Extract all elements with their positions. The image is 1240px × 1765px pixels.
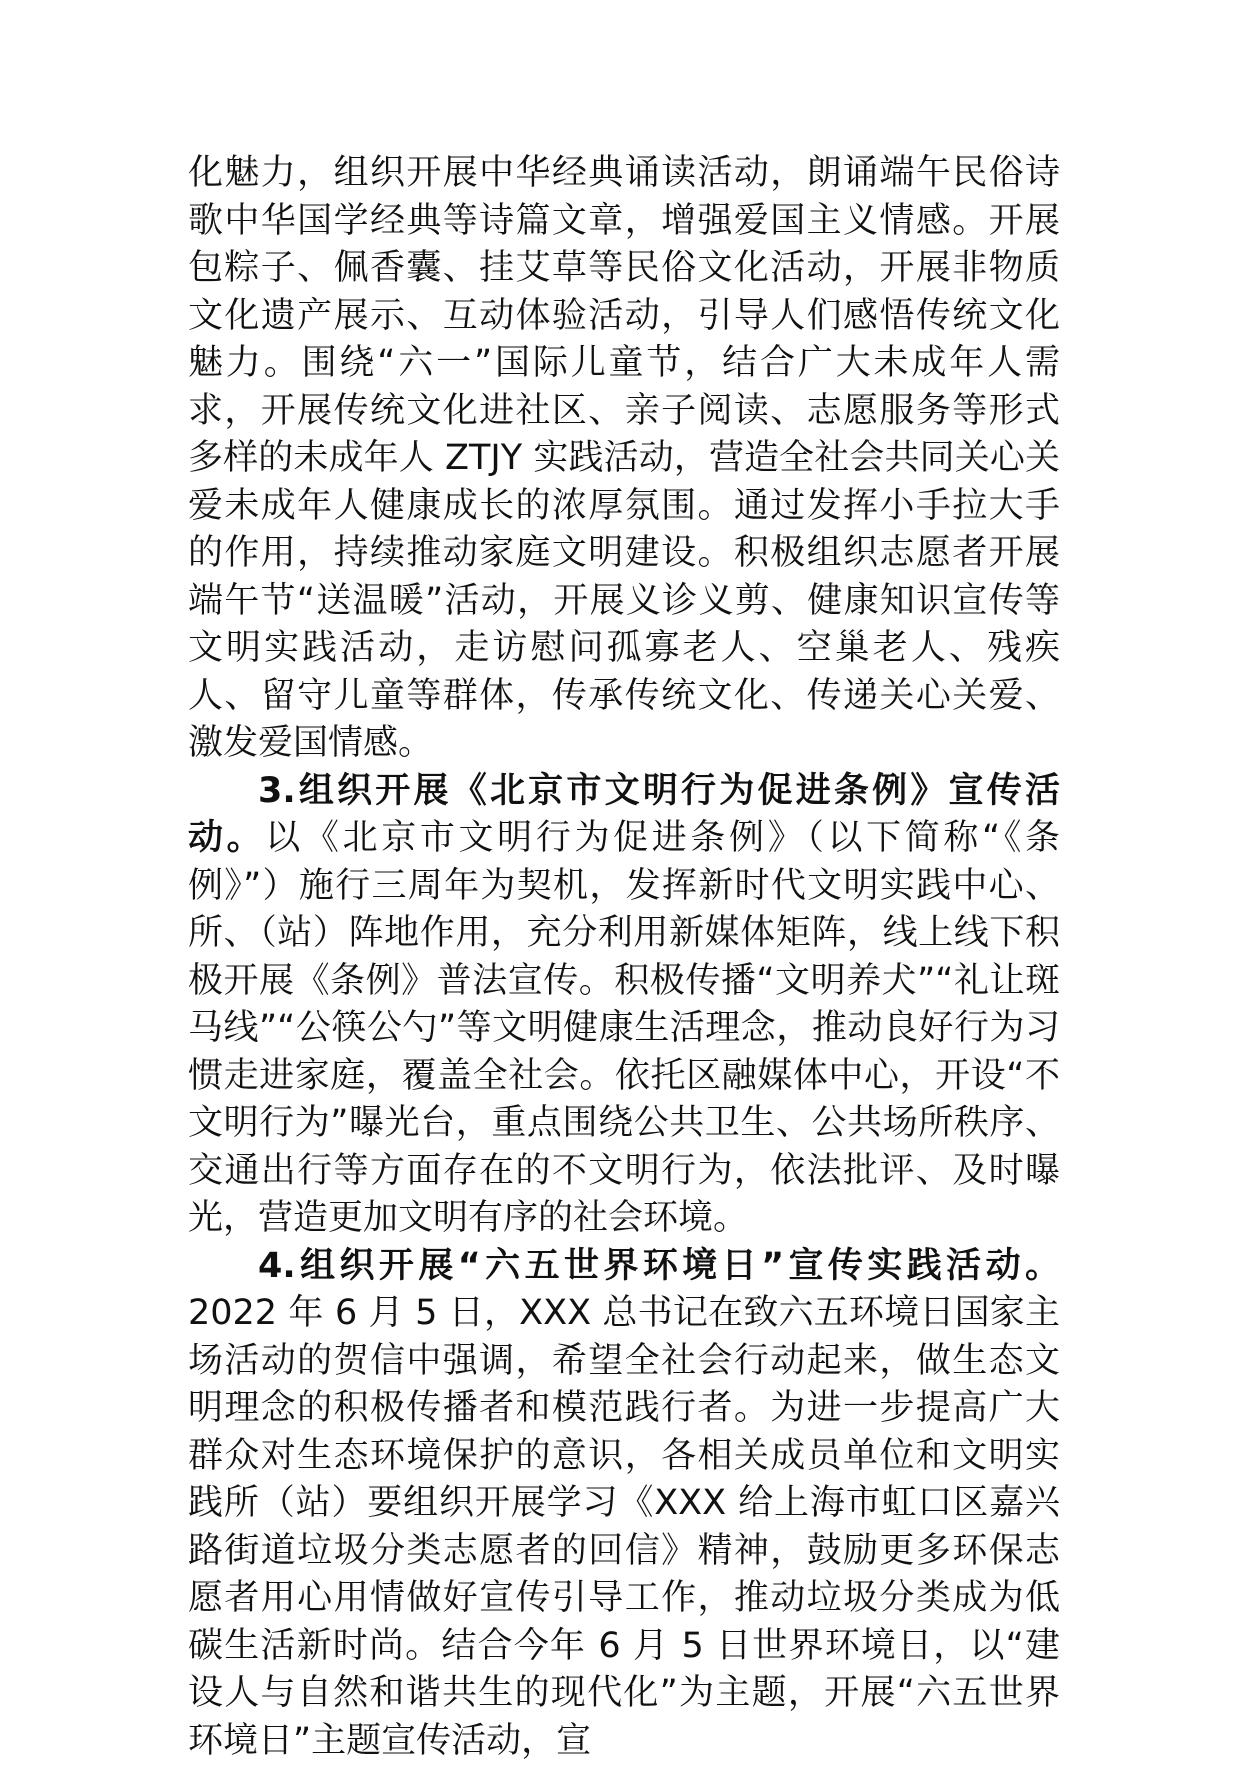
paragraph-heading: 3.组织开展《北京市文明行为促进条例》宣传活动。	[188, 771, 1060, 859]
paragraph-regulation-publicity	[188, 768, 1060, 1243]
document-page	[188, 150, 1060, 1765]
paragraph-continued	[188, 150, 1060, 768]
paragraph-body: 2022 年 6 月 5 日，XXX 总书记在致六五环境日国家主场活动的贺信中强调，希望全社会行动起来，做生态文明理念的积极传播者和模范践行者。为进一步提高广大群众对生态环境保护的意识，各相关成员单位和文明实践所（站）要组织开展学习《XXX 给上海市虹口区嘉兴路街道垃圾分类志愿者的回信》精神，鼓励更多环保志愿者用心用情做好宣传引导工作，推动垃圾分类成为低碳生活新时尚。结合今年 6 月 5 日世界环境日，以“建设人与自然和谐共生的现代化”为主题，开展“六五世界环境日”主题宣传活动，宣	[188, 1293, 1060, 1761]
paragraph-body: 化魅力，组织开展中华经典诵读活动，朗诵端午民俗诗歌中华国学经典等诗篇文章，增强爱国主义情感。开展包粽子、佩香囊、挂艾草等民俗文化活动，开展非物质文化遗产展示、互动体验活动，引导人们感悟传统文化魅力。围绕“六一”国际儿童节，结合广大未成年人需求，开展传统文化进社区、亲子阅读、志愿服务等形式多样的未成年人 ZTJY 实践活动，营造全社会共同关心关爱未成年人健康成长的浓厚氛围。通过发挥小手拉大手的作用，持续推动家庭文明建设。积极组织志愿者开展端午节“送温暖”活动，开展义诊义剪、健康知识宣传等文明实践活动，走访慰问孤寡老人、空巢老人、残疾人、留守儿童等群体，传承传统文化、传递关心关爱、激发爱国情感。	[188, 153, 1060, 763]
paragraph-environment-day	[188, 1243, 1060, 1765]
paragraph-body: 以《北京市文明行为促进条例》（以下简称“《条例》”）施行三周年为契机，发挥新时代文明实践中心、所、（站）阵地作用，充分利用新媒体矩阵，线上线下积极开展《条例》普法宣传。积极传播“文明养犬”“礼让斑马线”“公筷公勺”等文明健康生活理念，推动良好行为习惯走进家庭，覆盖全社会。依托区融媒体中心，开设“不文明行为”曝光台，重点围绕公共卫生、公共场所秩序、交通出行等方面存在的不文明行为，依法批评、及时曝光，营造更加文明有序的社会环境。	[188, 818, 1060, 1238]
paragraph-heading: 4.组织开展“六五世界环境日”宣传实践活动。	[258, 1246, 1060, 1286]
